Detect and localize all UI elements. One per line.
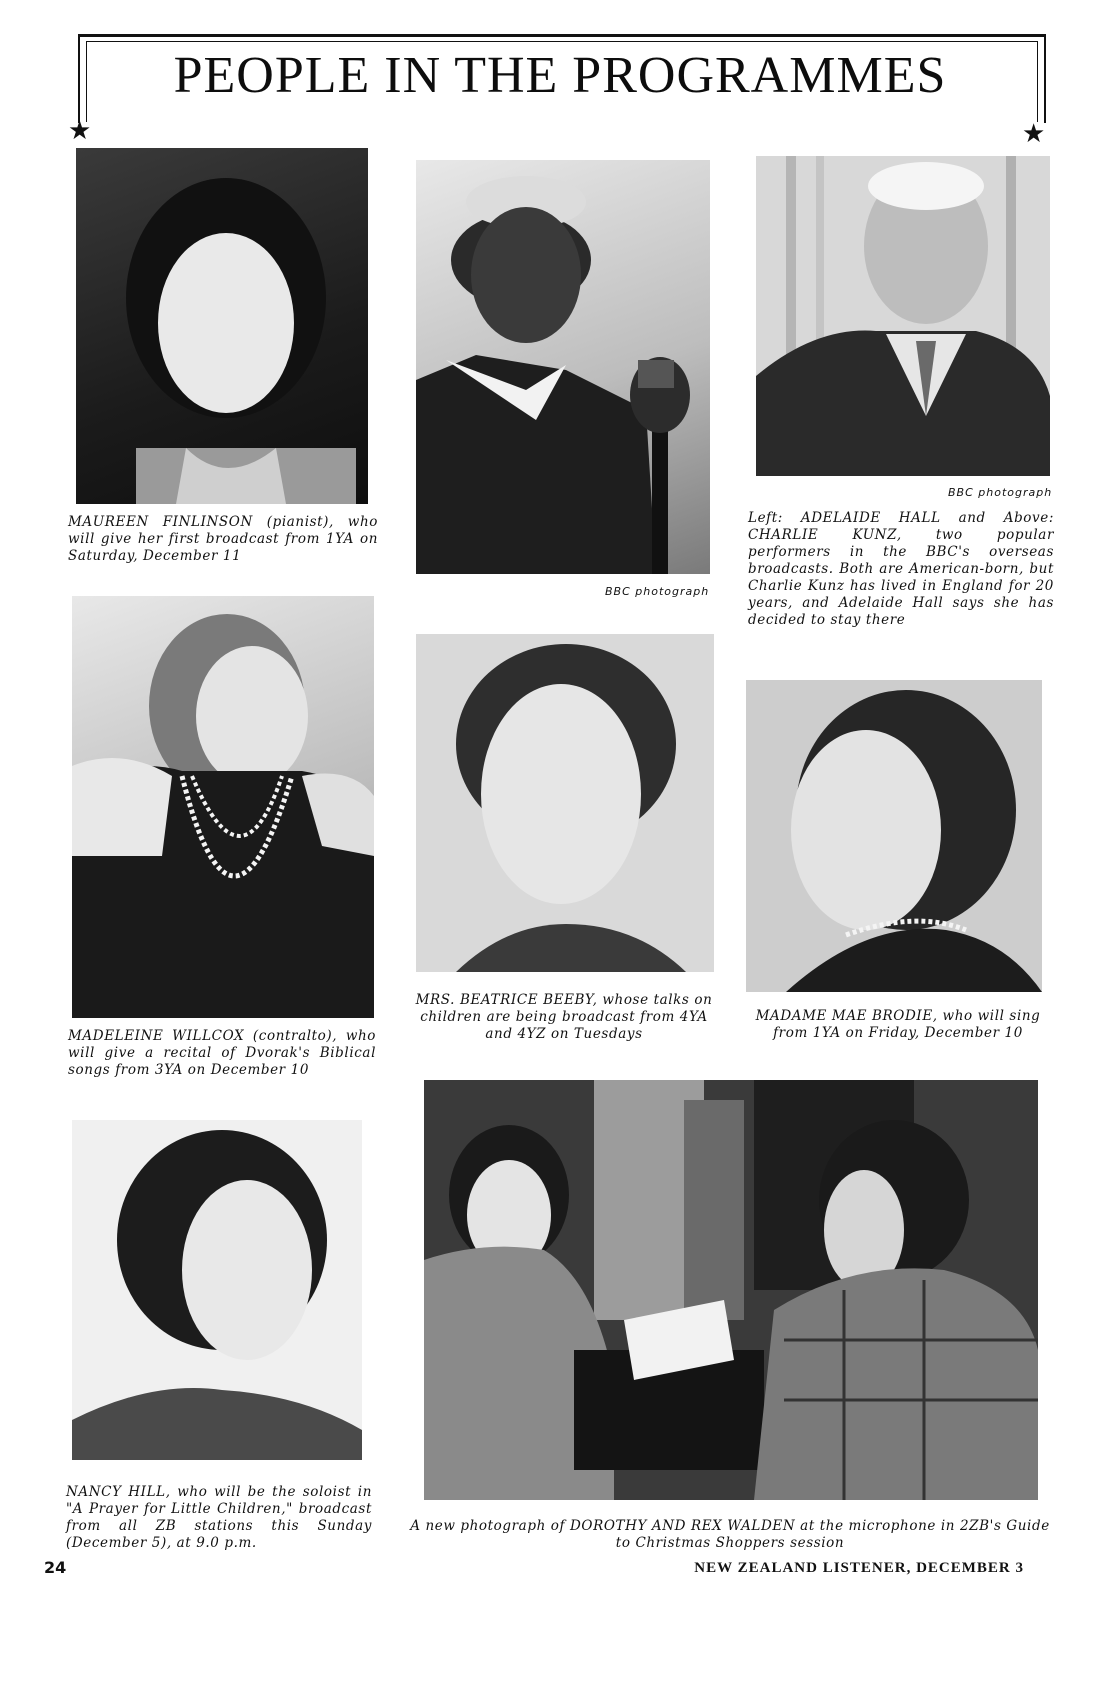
caption-nancy-hill: NANCY HILL, who will be the soloist in "A Prayer for Little Children," broadcast from all ZB stations this Sunday (December 5), at 9.0 p.m. <box>66 1484 372 1551</box>
caption-dorothy-rex-walden: A new photograph of DOROTHY AND REX WALDEN at the microphone in 2ZB's Guide to Christmas Shoppers session <box>410 1518 1050 1551</box>
photo-credit-adelaide: BBC photograph <box>605 585 710 598</box>
photo-adelaide-hall <box>416 160 710 574</box>
star-icon-left: ★ <box>68 116 92 146</box>
photo-madeleine-willcox <box>72 596 374 1018</box>
photo-charlie-kunz <box>756 156 1050 476</box>
caption-mae-brodie: MADAME MAE BRODIE, who will sing from 1YA on Friday, December 10 <box>755 1008 1041 1041</box>
caption-madeleine-willcox: MADELEINE WILLCOX (contralto), who will give a recital of Dvorak's Biblical songs from 3YA on December 10 <box>68 1028 376 1078</box>
star-icon-right: ★ <box>1022 119 1046 149</box>
photo-mae-brodie <box>746 680 1042 992</box>
photo-beatrice-beeby <box>416 634 714 972</box>
caption-adelaide-charlie: Left: ADELAIDE HALL and Above: CHARLIE KUNZ, two popular performers in the BBC's overseas broadcasts. Both are American-born, but Charlie Kunz has lived in England for 20 years, and Adelaide Hall says she has decided to stay there <box>748 510 1054 628</box>
page-number: 24 <box>44 1558 67 1577</box>
publication-footer: NEW ZEALAND LISTENER, DECEMBER 3 <box>694 1560 1024 1576</box>
caption-maureen-finlinson: MAUREEN FINLINSON (pianist), who will give her first broadcast from 1YA on Saturday, December 11 <box>68 514 378 564</box>
page-title: PEOPLE IN THE PROGRAMMES <box>173 47 947 104</box>
caption-beatrice-beeby: MRS. BEATRICE BEEBY, whose talks on children are being broadcast from 4YA and 4YZ on Tuesdays <box>415 992 713 1042</box>
photo-dorothy-rex-walden <box>424 1080 1038 1500</box>
photo-credit-charlie: BBC photograph <box>948 486 1053 499</box>
photo-maureen-finlinson <box>76 148 368 504</box>
photo-nancy-hill <box>72 1120 362 1460</box>
